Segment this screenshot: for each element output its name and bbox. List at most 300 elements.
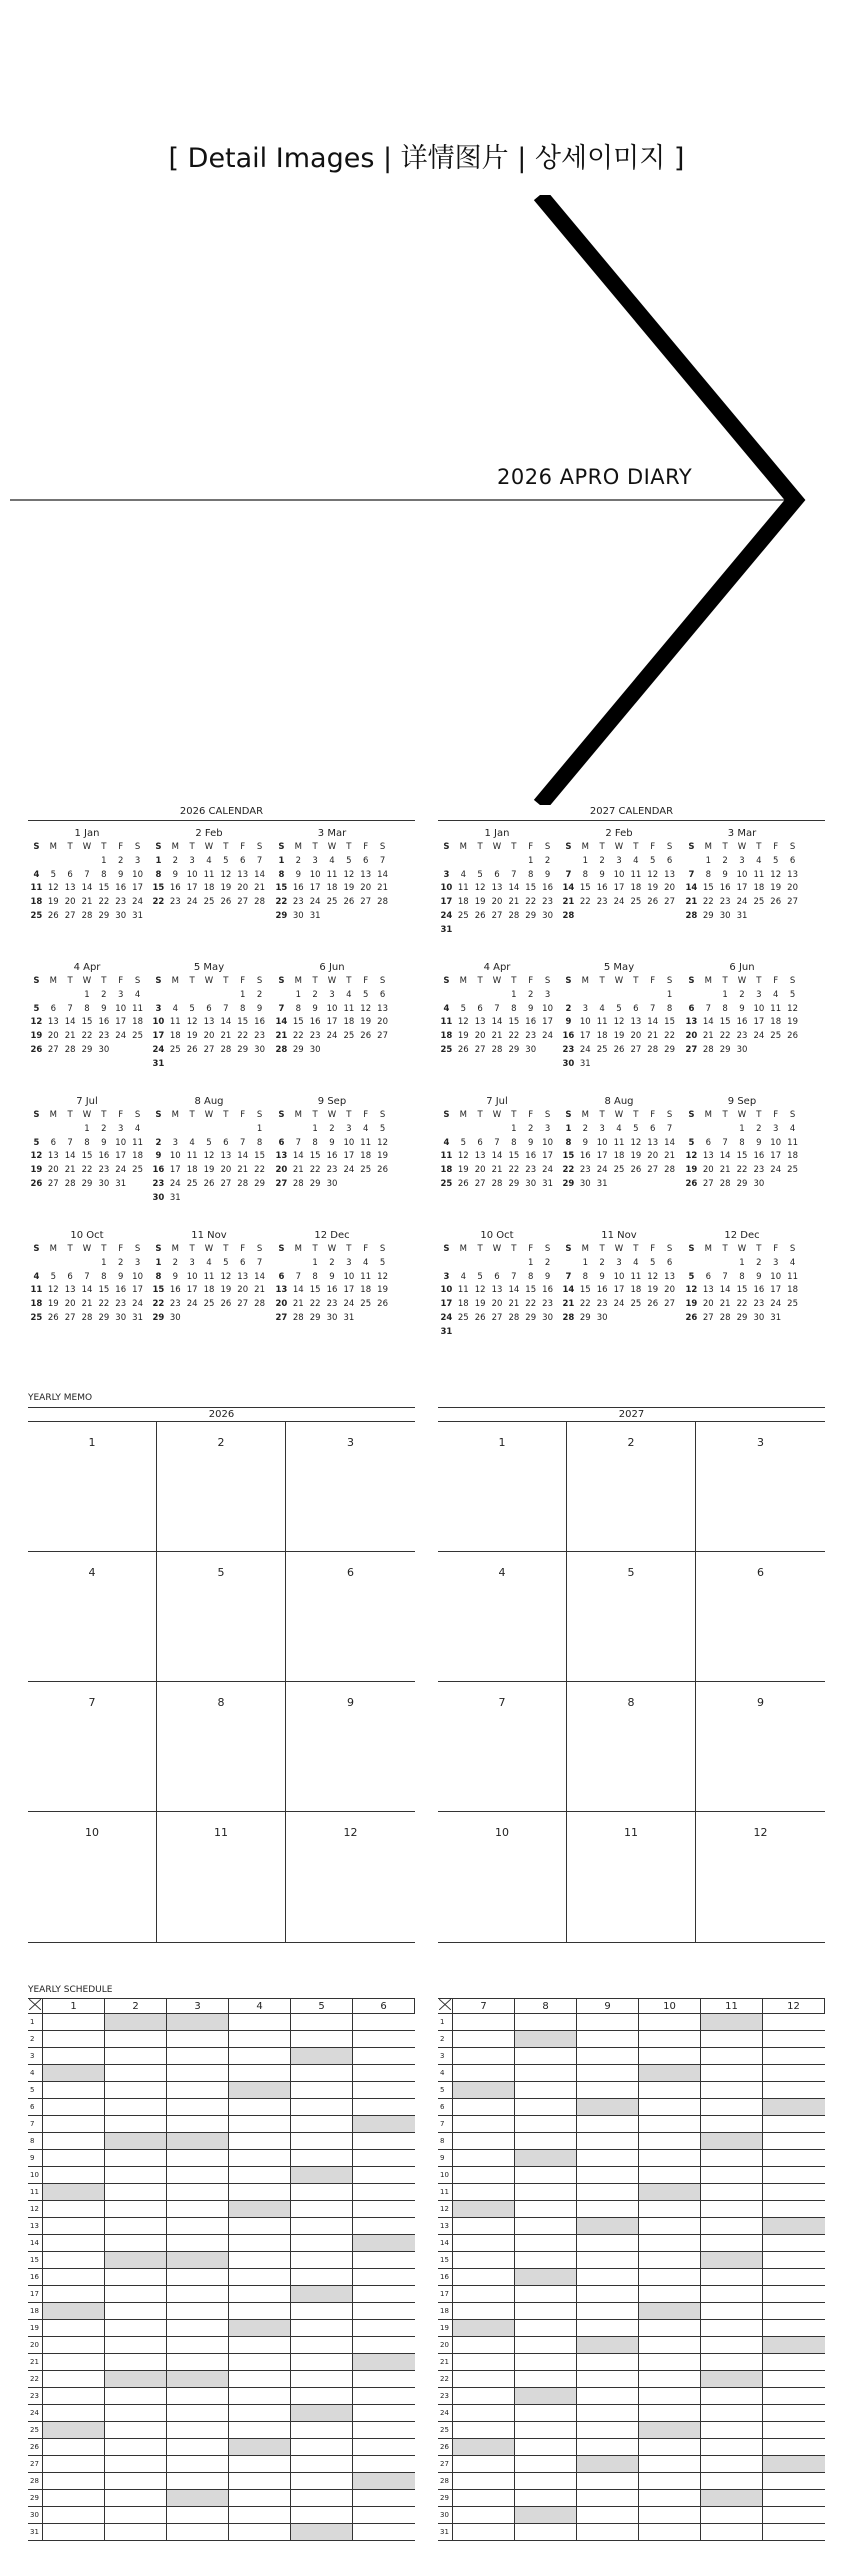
schedule-cell[interactable] [515,2014,577,2031]
schedule-cell[interactable] [701,2422,763,2439]
schedule-cell[interactable] [353,2507,415,2524]
schedule-cell[interactable] [515,2184,577,2201]
schedule-cell[interactable] [639,2252,701,2269]
memo-month-cell[interactable]: 6 [696,1552,825,1682]
schedule-cell[interactable] [229,2252,291,2269]
schedule-cell[interactable] [763,2507,825,2524]
schedule-cell[interactable] [577,2371,639,2388]
schedule-cell[interactable] [453,2354,515,2371]
schedule-cell[interactable] [453,2473,515,2490]
schedule-cell[interactable] [577,2031,639,2048]
schedule-cell[interactable] [639,2286,701,2303]
schedule-cell[interactable] [167,2201,229,2218]
schedule-cell[interactable] [515,2320,577,2337]
schedule-cell[interactable] [43,2031,105,2048]
schedule-cell[interactable] [515,2524,577,2541]
schedule-cell[interactable] [43,2150,105,2167]
schedule-cell[interactable] [43,2116,105,2133]
schedule-cell[interactable] [515,2048,577,2065]
schedule-cell[interactable] [577,2354,639,2371]
schedule-cell[interactable] [229,2473,291,2490]
schedule-cell[interactable] [105,2337,167,2354]
schedule-cell[interactable] [763,2354,825,2371]
schedule-cell[interactable] [763,2456,825,2473]
schedule-cell[interactable] [577,2150,639,2167]
schedule-cell[interactable] [43,2235,105,2252]
schedule-cell[interactable] [639,2014,701,2031]
schedule-cell[interactable] [353,2048,415,2065]
schedule-cell[interactable] [701,2201,763,2218]
memo-month-cell[interactable]: 7 [438,1682,567,1812]
schedule-cell[interactable] [43,2048,105,2065]
schedule-cell[interactable] [105,2371,167,2388]
schedule-cell[interactable] [353,2065,415,2082]
schedule-cell[interactable] [105,2014,167,2031]
schedule-cell[interactable] [701,2031,763,2048]
schedule-cell[interactable] [701,2405,763,2422]
schedule-cell[interactable] [43,2337,105,2354]
schedule-cell[interactable] [701,2048,763,2065]
schedule-cell[interactable] [229,2507,291,2524]
schedule-cell[interactable] [515,2286,577,2303]
schedule-cell[interactable] [105,2082,167,2099]
schedule-cell[interactable] [291,2490,353,2507]
schedule-cell[interactable] [701,2473,763,2490]
schedule-cell[interactable] [453,2235,515,2252]
schedule-cell[interactable] [291,2354,353,2371]
schedule-cell[interactable] [763,2167,825,2184]
schedule-cell[interactable] [105,2405,167,2422]
schedule-cell[interactable] [353,2082,415,2099]
schedule-cell[interactable] [639,2354,701,2371]
schedule-cell[interactable] [515,2201,577,2218]
schedule-cell[interactable] [105,2320,167,2337]
schedule-cell[interactable] [229,2286,291,2303]
schedule-cell[interactable] [43,2388,105,2405]
schedule-cell[interactable] [701,2082,763,2099]
schedule-cell[interactable] [639,2524,701,2541]
schedule-cell[interactable] [701,2286,763,2303]
schedule-cell[interactable] [43,2065,105,2082]
schedule-cell[interactable] [763,2371,825,2388]
schedule-cell[interactable] [105,2235,167,2252]
schedule-cell[interactable] [229,2184,291,2201]
schedule-cell[interactable] [763,2184,825,2201]
memo-month-cell[interactable]: 4 [438,1552,567,1682]
schedule-cell[interactable] [291,2337,353,2354]
schedule-cell[interactable] [453,2048,515,2065]
schedule-cell[interactable] [577,2490,639,2507]
schedule-cell[interactable] [453,2218,515,2235]
schedule-cell[interactable] [453,2065,515,2082]
schedule-cell[interactable] [577,2099,639,2116]
schedule-cell[interactable] [43,2014,105,2031]
schedule-cell[interactable] [639,2235,701,2252]
schedule-cell[interactable] [291,2422,353,2439]
schedule-cell[interactable] [763,2218,825,2235]
schedule-cell[interactable] [353,2031,415,2048]
schedule-cell[interactable] [453,2337,515,2354]
schedule-cell[interactable] [577,2320,639,2337]
schedule-cell[interactable] [291,2150,353,2167]
schedule-cell[interactable] [577,2218,639,2235]
schedule-cell[interactable] [353,2252,415,2269]
schedule-cell[interactable] [43,2439,105,2456]
schedule-cell[interactable] [453,2456,515,2473]
schedule-cell[interactable] [763,2473,825,2490]
schedule-cell[interactable] [453,2031,515,2048]
schedule-cell[interactable] [577,2524,639,2541]
schedule-cell[interactable] [515,2354,577,2371]
schedule-cell[interactable] [763,2014,825,2031]
schedule-cell[interactable] [229,2201,291,2218]
schedule-cell[interactable] [701,2524,763,2541]
memo-month-cell[interactable]: 8 [567,1682,696,1812]
schedule-cell[interactable] [43,2456,105,2473]
schedule-cell[interactable] [353,2201,415,2218]
schedule-cell[interactable] [453,2422,515,2439]
memo-month-cell[interactable]: 9 [286,1682,415,1812]
schedule-cell[interactable] [167,2303,229,2320]
schedule-cell[interactable] [353,2286,415,2303]
schedule-cell[interactable] [291,2082,353,2099]
schedule-cell[interactable] [515,2065,577,2082]
schedule-cell[interactable] [105,2388,167,2405]
schedule-cell[interactable] [105,2218,167,2235]
schedule-cell[interactable] [105,2473,167,2490]
schedule-cell[interactable] [353,2439,415,2456]
schedule-cell[interactable] [577,2116,639,2133]
schedule-cell[interactable] [639,2320,701,2337]
schedule-cell[interactable] [353,2371,415,2388]
schedule-cell[interactable] [453,2439,515,2456]
schedule-cell[interactable] [353,2524,415,2541]
schedule-cell[interactable] [577,2235,639,2252]
memo-month-cell[interactable]: 5 [157,1552,286,1682]
schedule-cell[interactable] [701,2354,763,2371]
schedule-cell[interactable] [577,2337,639,2354]
schedule-cell[interactable] [763,2048,825,2065]
schedule-cell[interactable] [43,2201,105,2218]
schedule-cell[interactable] [577,2269,639,2286]
schedule-cell[interactable] [453,2371,515,2388]
schedule-cell[interactable] [763,2235,825,2252]
schedule-cell[interactable] [229,2082,291,2099]
schedule-cell[interactable] [105,2422,167,2439]
schedule-cell[interactable] [577,2473,639,2490]
schedule-cell[interactable] [43,2473,105,2490]
schedule-cell[interactable] [43,2524,105,2541]
schedule-cell[interactable] [229,2422,291,2439]
schedule-cell[interactable] [763,2286,825,2303]
schedule-cell[interactable] [229,2116,291,2133]
schedule-cell[interactable] [43,2099,105,2116]
schedule-cell[interactable] [167,2082,229,2099]
schedule-cell[interactable] [639,2507,701,2524]
schedule-cell[interactable] [167,2286,229,2303]
memo-month-cell[interactable]: 12 [343,1826,358,1839]
schedule-cell[interactable] [229,2354,291,2371]
schedule-cell[interactable] [515,2337,577,2354]
schedule-cell[interactable] [229,2490,291,2507]
schedule-cell[interactable] [105,2354,167,2371]
schedule-cell[interactable] [353,2150,415,2167]
schedule-cell[interactable] [353,2354,415,2371]
schedule-cell[interactable] [515,2099,577,2116]
schedule-cell[interactable] [167,2405,229,2422]
memo-month-cell[interactable]: 12 [753,1826,768,1839]
schedule-cell[interactable] [515,2031,577,2048]
schedule-cell[interactable] [763,2439,825,2456]
schedule-cell[interactable] [639,2490,701,2507]
memo-month-cell[interactable]: 7 [28,1682,157,1812]
schedule-cell[interactable] [229,2133,291,2150]
schedule-cell[interactable] [43,2490,105,2507]
schedule-cell[interactable] [763,2150,825,2167]
schedule-cell[interactable] [43,2133,105,2150]
schedule-cell[interactable] [43,2422,105,2439]
schedule-cell[interactable] [701,2337,763,2354]
schedule-cell[interactable] [515,2490,577,2507]
schedule-cell[interactable] [453,2150,515,2167]
schedule-cell[interactable] [291,2133,353,2150]
memo-month-cell[interactable]: 2 [567,1422,696,1552]
schedule-cell[interactable] [639,2133,701,2150]
schedule-cell[interactable] [763,2201,825,2218]
schedule-cell[interactable] [291,2473,353,2490]
schedule-cell[interactable] [291,2507,353,2524]
schedule-cell[interactable] [105,2286,167,2303]
schedule-cell[interactable] [763,2269,825,2286]
schedule-cell[interactable] [763,2422,825,2439]
schedule-cell[interactable] [291,2439,353,2456]
memo-month-cell[interactable]: 8 [157,1682,286,1812]
schedule-cell[interactable] [639,2388,701,2405]
schedule-cell[interactable] [229,2218,291,2235]
schedule-cell[interactable] [167,2065,229,2082]
schedule-cell[interactable] [229,2031,291,2048]
schedule-cell[interactable] [453,2201,515,2218]
schedule-cell[interactable] [639,2184,701,2201]
schedule-cell[interactable] [291,2303,353,2320]
schedule-cell[interactable] [577,2201,639,2218]
schedule-cell[interactable] [639,2456,701,2473]
schedule-cell[interactable] [105,2065,167,2082]
schedule-cell[interactable] [577,2507,639,2524]
schedule-cell[interactable] [167,2252,229,2269]
schedule-cell[interactable] [353,2133,415,2150]
schedule-cell[interactable] [43,2371,105,2388]
schedule-cell[interactable] [229,2167,291,2184]
schedule-cell[interactable] [291,2524,353,2541]
memo-month-cell[interactable]: 11 [157,1812,286,1942]
schedule-cell[interactable] [515,2371,577,2388]
schedule-cell[interactable] [353,2235,415,2252]
schedule-cell[interactable] [763,2133,825,2150]
schedule-cell[interactable] [701,2252,763,2269]
schedule-cell[interactable] [639,2065,701,2082]
schedule-cell[interactable] [167,2014,229,2031]
schedule-cell[interactable] [43,2303,105,2320]
schedule-cell[interactable] [639,2405,701,2422]
schedule-cell[interactable] [701,2507,763,2524]
schedule-cell[interactable] [453,2269,515,2286]
schedule-cell[interactable] [167,2218,229,2235]
schedule-cell[interactable] [453,2303,515,2320]
schedule-cell[interactable] [639,2218,701,2235]
schedule-cell[interactable] [229,2269,291,2286]
schedule-cell[interactable] [291,2184,353,2201]
schedule-cell[interactable] [353,2116,415,2133]
schedule-cell[interactable] [515,2456,577,2473]
schedule-cell[interactable] [515,2150,577,2167]
schedule-cell[interactable] [167,2269,229,2286]
schedule-cell[interactable] [291,2014,353,2031]
schedule-cell[interactable] [229,2048,291,2065]
schedule-cell[interactable] [639,2422,701,2439]
schedule-cell[interactable] [639,2303,701,2320]
schedule-cell[interactable] [577,2439,639,2456]
schedule-cell[interactable] [763,2320,825,2337]
schedule-cell[interactable] [577,2303,639,2320]
schedule-cell[interactable] [291,2218,353,2235]
schedule-cell[interactable] [43,2286,105,2303]
memo-month-cell[interactable]: 5 [567,1552,696,1682]
schedule-cell[interactable] [291,2065,353,2082]
schedule-cell[interactable] [701,2320,763,2337]
schedule-cell[interactable] [453,2116,515,2133]
schedule-cell[interactable] [639,2048,701,2065]
schedule-cell[interactable] [577,2082,639,2099]
schedule-cell[interactable] [167,2354,229,2371]
schedule-cell[interactable] [577,2286,639,2303]
schedule-cell[interactable] [639,2031,701,2048]
schedule-cell[interactable] [105,2269,167,2286]
schedule-cell[interactable] [167,2150,229,2167]
schedule-cell[interactable] [167,2439,229,2456]
memo-month-cell[interactable]: 10 [438,1812,567,1942]
memo-month-cell[interactable]: 4 [28,1552,157,1682]
schedule-cell[interactable] [167,2048,229,2065]
schedule-cell[interactable] [453,2133,515,2150]
schedule-cell[interactable] [229,2439,291,2456]
schedule-cell[interactable] [229,2303,291,2320]
schedule-cell[interactable] [353,2388,415,2405]
schedule-cell[interactable] [353,2320,415,2337]
schedule-cell[interactable] [701,2490,763,2507]
schedule-cell[interactable] [515,2405,577,2422]
schedule-cell[interactable] [167,2456,229,2473]
schedule-cell[interactable] [229,2099,291,2116]
schedule-cell[interactable] [105,2184,167,2201]
schedule-cell[interactable] [167,2473,229,2490]
schedule-cell[interactable] [167,2524,229,2541]
schedule-cell[interactable] [229,2388,291,2405]
schedule-cell[interactable] [353,2099,415,2116]
schedule-cell[interactable] [515,2422,577,2439]
schedule-cell[interactable] [291,2167,353,2184]
schedule-cell[interactable] [701,2150,763,2167]
schedule-cell[interactable] [639,2150,701,2167]
schedule-cell[interactable] [43,2320,105,2337]
schedule-cell[interactable] [763,2065,825,2082]
schedule-cell[interactable] [701,2116,763,2133]
schedule-cell[interactable] [763,2388,825,2405]
schedule-cell[interactable] [763,2252,825,2269]
schedule-cell[interactable] [639,2201,701,2218]
schedule-cell[interactable] [105,2116,167,2133]
schedule-cell[interactable] [167,2422,229,2439]
memo-month-cell[interactable]: 6 [286,1552,415,1682]
schedule-cell[interactable] [763,2405,825,2422]
schedule-cell[interactable] [43,2082,105,2099]
schedule-cell[interactable] [43,2218,105,2235]
schedule-cell[interactable] [291,2048,353,2065]
schedule-cell[interactable] [353,2405,415,2422]
schedule-cell[interactable] [105,2031,167,2048]
schedule-cell[interactable] [353,2337,415,2354]
memo-month-cell[interactable]: 3 [696,1422,825,1552]
schedule-cell[interactable] [639,2167,701,2184]
schedule-cell[interactable] [515,2303,577,2320]
schedule-cell[interactable] [105,2303,167,2320]
schedule-cell[interactable] [577,2133,639,2150]
schedule-cell[interactable] [291,2286,353,2303]
schedule-cell[interactable] [577,2405,639,2422]
schedule-cell[interactable] [639,2473,701,2490]
schedule-cell[interactable] [291,2320,353,2337]
schedule-cell[interactable] [229,2014,291,2031]
schedule-cell[interactable] [701,2456,763,2473]
schedule-cell[interactable] [167,2235,229,2252]
schedule-cell[interactable] [701,2439,763,2456]
schedule-cell[interactable] [291,2405,353,2422]
schedule-cell[interactable] [453,2507,515,2524]
memo-month-cell[interactable]: 2 [157,1422,286,1552]
schedule-cell[interactable] [763,2099,825,2116]
schedule-cell[interactable] [353,2184,415,2201]
schedule-cell[interactable] [701,2269,763,2286]
schedule-cell[interactable] [167,2133,229,2150]
schedule-cell[interactable] [105,2507,167,2524]
schedule-cell[interactable] [167,2116,229,2133]
schedule-cell[interactable] [167,2507,229,2524]
memo-month-cell[interactable]: 1 [438,1422,567,1552]
schedule-cell[interactable] [763,2082,825,2099]
schedule-cell[interactable] [453,2524,515,2541]
schedule-cell[interactable] [229,2456,291,2473]
memo-month-cell[interactable]: 3 [286,1422,415,1552]
schedule-cell[interactable] [353,2218,415,2235]
schedule-cell[interactable] [701,2388,763,2405]
schedule-cell[interactable] [763,2116,825,2133]
schedule-cell[interactable] [577,2252,639,2269]
schedule-cell[interactable] [353,2473,415,2490]
schedule-cell[interactable] [105,2048,167,2065]
schedule-cell[interactable] [105,2456,167,2473]
schedule-cell[interactable] [453,2014,515,2031]
schedule-cell[interactable] [763,2337,825,2354]
schedule-cell[interactable] [515,2269,577,2286]
schedule-cell[interactable] [453,2490,515,2507]
schedule-cell[interactable] [701,2133,763,2150]
schedule-cell[interactable] [515,2133,577,2150]
schedule-cell[interactable] [105,2133,167,2150]
schedule-cell[interactable] [291,2252,353,2269]
schedule-cell[interactable] [229,2150,291,2167]
schedule-cell[interactable] [291,2116,353,2133]
schedule-cell[interactable] [167,2388,229,2405]
